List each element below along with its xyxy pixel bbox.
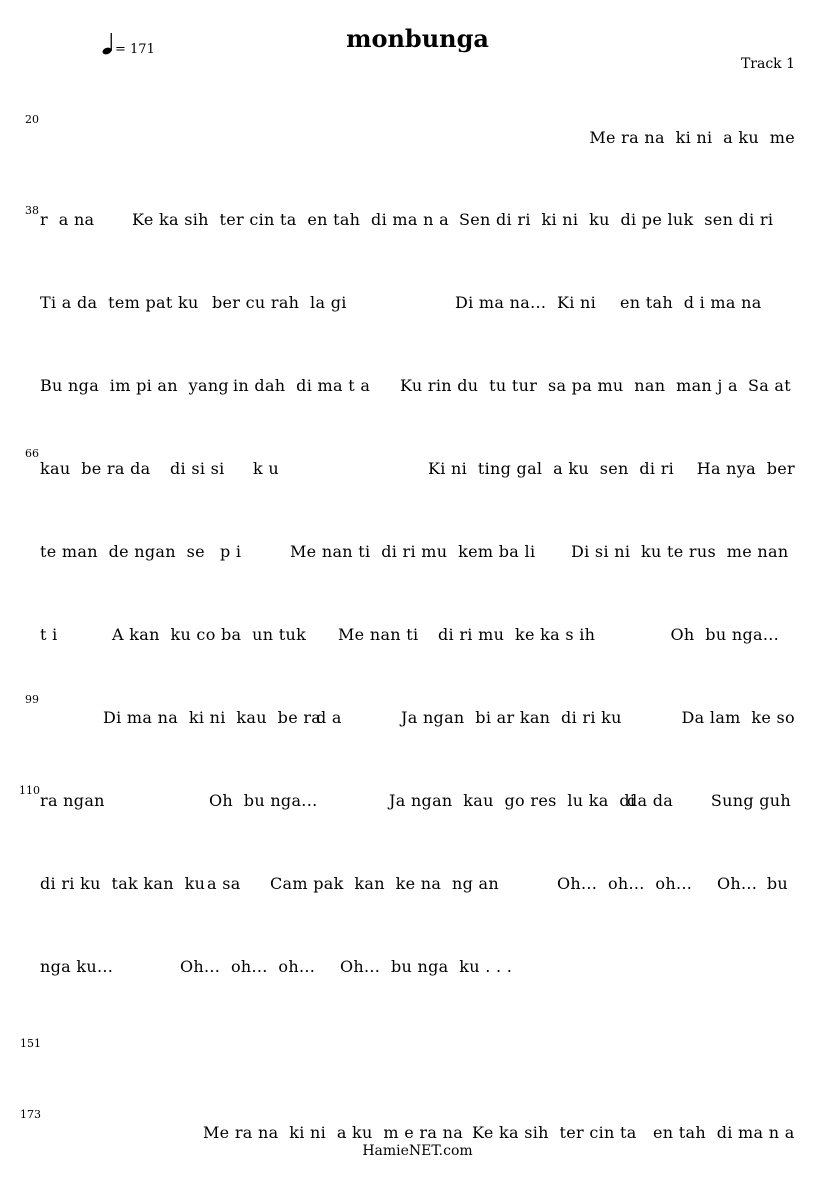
measure-number: 173 [20,1108,41,1121]
lyric-syllables: nga ku... [40,957,114,976]
lyric-syllables: Ke ka sih ter cin ta en tah di ma n a [132,210,449,229]
measure-number: 99 [25,693,39,706]
lyric-syllables: Sung guh [710,791,791,810]
lyric-syllables: di si si [170,459,225,478]
lyric-syllables: a sa [207,874,241,893]
quarter-note-icon [102,33,114,55]
lyric-syllables: d a [316,708,342,727]
lyric-line [0,709,835,729]
lyric-syllables: Ha nya ber [696,459,795,478]
lyric-line [0,294,835,314]
lyric-line [0,129,835,149]
lyric-syllables: Me ra na ki ni a ku me [589,128,795,147]
lyric-line [0,792,835,812]
lyric-syllables: in dah di ma t a [233,376,371,395]
lyric-syllables: Ti a da tem pat ku [40,293,199,312]
lyric-syllables: en tah d i ma na [620,293,762,312]
lyric-syllables: Oh... bu nga ku . . . [340,957,513,976]
lyric-syllables: Ku rin du tu tur sa pa mu nan man j a [400,376,738,395]
page-title: monbunga [346,24,489,53]
measure-number: 66 [25,447,39,460]
measure-number: 20 [25,113,39,126]
lyric-line [0,958,835,978]
track-label: Track 1 [740,56,795,72]
lyric-syllables: di ri mu ke ka s ih [438,625,596,644]
lyric-syllables: bu [766,874,788,893]
lyric-syllables: Oh... oh... oh... [557,874,693,893]
tempo-value: = 171 [115,42,155,57]
lyric-syllables: k u [253,459,279,478]
lyric-syllables: Me nan ti [338,625,419,644]
lyric-syllables: Oh... oh... oh... [180,957,316,976]
measure-number: 38 [25,204,39,217]
lyric-syllables: da da [627,791,674,810]
lyric-syllables: Ki ni ting gal a ku sen di ri [428,459,675,478]
footer-credit: HamieNET.com [362,1143,473,1159]
lyric-syllables: Di ma na... Ki ni [455,293,597,312]
lyric-syllables: Da lam ke so [681,708,795,727]
lyric-syllables: ra ngan [40,791,105,810]
measure-number: 151 [20,1037,41,1050]
lyric-syllables: Sen di ri ki ni ku di pe luk sen di ri [459,210,774,229]
lyric-syllables: di ri ku tak kan ku [40,874,206,893]
lyric-line [0,626,835,646]
lyric-syllables: kau be ra da [40,459,151,478]
lyric-line [0,460,835,480]
lyric-line [0,1124,835,1144]
lyric-syllables: Sa at [747,376,791,395]
lyric-line [0,875,835,895]
lyric-syllables: te man de ngan se [40,542,205,561]
lyric-syllables: Cam pak kan ke na [270,874,442,893]
measure-number: 110 [19,784,40,797]
lyric-syllables: r a na [40,210,95,229]
lyric-syllables: Me nan ti di ri mu kem ba li [290,542,536,561]
lyric-syllables: Ja ngan bi ar kan di ri ku [401,708,622,727]
lyric-syllables: t i [40,625,58,644]
lyric-line [0,211,835,231]
lyric-syllables: Oh bu nga... [209,791,318,810]
lyric-syllables: A kan ku co ba un tuk [112,625,307,644]
lyric-syllables: Bu nga im pi an yang [40,376,229,395]
lyric-line [0,543,835,563]
lyric-syllables: Oh bu nga... [670,625,779,644]
lyric-syllables: ber cu rah la gi [212,293,347,312]
lyric-syllables: Me ra na ki ni a ku m e ra na [203,1123,464,1142]
lyric-syllables: ng an [452,874,499,893]
lyric-syllables: Di ma na ki ni kau be ra [103,708,322,727]
lyric-syllables: p i [220,542,242,561]
lyric-syllables: Ke ka sih ter cin ta [472,1123,637,1142]
lyric-syllables: Ja ngan kau go res lu ka di [389,791,636,810]
lyric-syllables: en tah di ma n a [653,1123,795,1142]
lyric-line [0,377,835,397]
lyric-syllables: Di si ni ku te rus me nan [571,542,789,561]
lyric-syllables: Oh... [717,874,758,893]
